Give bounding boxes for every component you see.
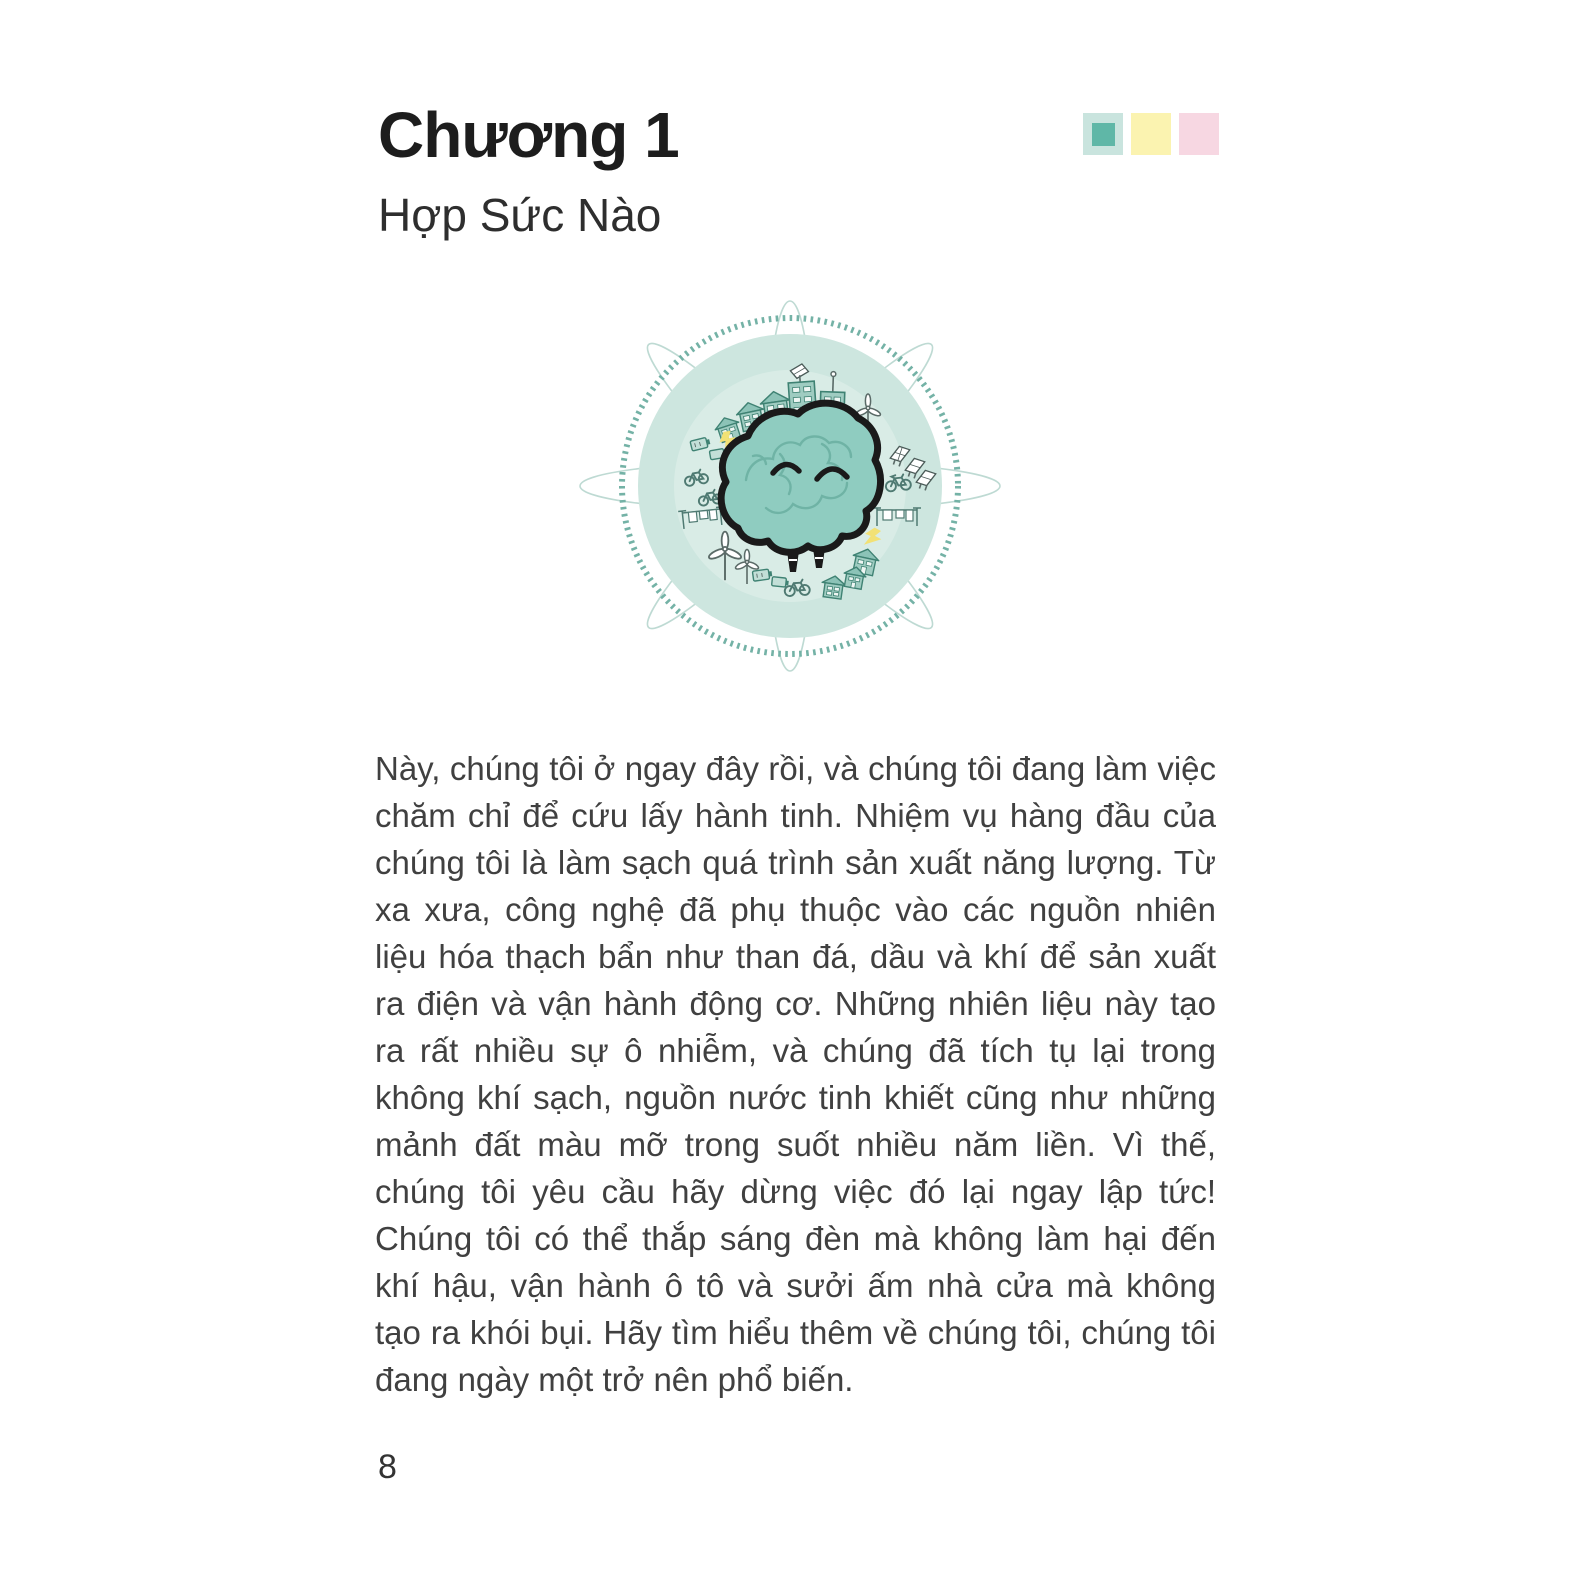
brain-planet-svg: [570, 296, 1010, 676]
color-tab-pink: [1179, 113, 1219, 155]
body-paragraph: Này, chúng tôi ở ngay đây rồi, và chúng tôi đang làm việc chăm chỉ để cứu lấy hành tinh. Nhiệm vụ hàng đầu của chúng tôi là làm sạch quá trình sản xuất năng lượng. Từ xa xưa, công nghệ đã phụ thuộc vào các nguồn nhiên liệu hóa thạch bẩn như than đá, dầu và khí để sản xuất ra điện và vận hành động cơ. Những nhiên liệu này tạo ra rất nhiều sự ô nhiễm, và chúng đã tích tụ lại trong không khí sạch, nguồn nước tinh khiết cũng như những mảnh đất màu mỡ trong suốt nhiều năm liền. Vì thế, chúng tôi yêu cầu hãy dừng việc đó lại ngay lập tức! Chúng tôi có thể thắp sáng đèn mà không làm hại đến khí hậu, vận hành ô tô và sưởi ấm nhà cửa mà không tạo ra khói bụi. Hãy tìm hiểu thêm về chúng tôi, chúng tôi đang ngày một trở nên phổ biến.: [375, 750, 1216, 1398]
color-tab-teal: [1083, 113, 1123, 155]
color-tab-teal-inner: [1092, 123, 1115, 146]
chapter-title: Chương 1: [378, 99, 679, 171]
color-tab-strip: [1083, 113, 1219, 155]
color-tab-yellow: [1131, 113, 1171, 155]
chapter-subtitle: Hợp Sức Nào: [378, 189, 662, 241]
brain-planet-illustration: [570, 296, 1010, 676]
page-number: 8: [378, 1448, 397, 1486]
